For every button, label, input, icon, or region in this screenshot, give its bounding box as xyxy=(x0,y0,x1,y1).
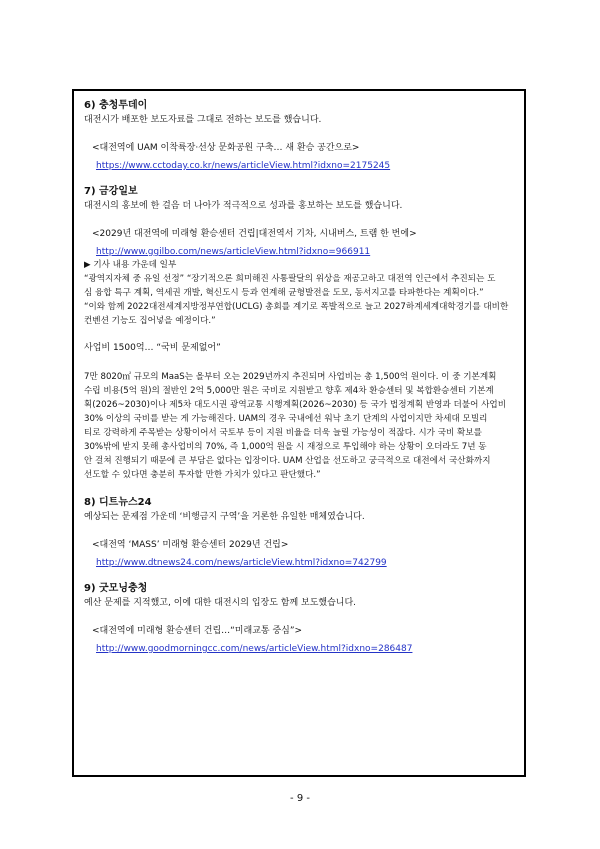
section-desc-9: 예산 문제를 지적했고, 이에 대한 대전시의 입장도 함께 보도했습니다. xyxy=(84,598,357,608)
article-link-7[interactable]: http://www.ggilbo.com/news/articleView.html?idxno=966911 xyxy=(96,247,371,257)
section-desc-7: 대전시의 홍보에 한 걸음 더 나아가 적극적으로 성과를 홍보하는 보도를 했습니다. xyxy=(84,201,403,211)
article-link-8[interactable]: http://www.dtnews24.com/news/articleView.html?idxno=742799 xyxy=(96,558,387,568)
section-desc-6: 대전시가 배포한 보도자료를 그대로 전하는 보도를 했습니다. xyxy=(84,115,322,125)
body-line: 7만 8020㎡ 규모의 MaaS는 올부터 오는 2029년까지 추진되며 사업비는 총 1,500억 원이다. 이 중 기본계획 xyxy=(84,372,497,382)
excerpt-note: ▶ 기사 내용 가운데 일부 xyxy=(84,260,177,270)
content-inner xyxy=(84,99,516,655)
quote-line: “광역지자체 중 유일 선정” “장기적으론 희미해진 사통팔달의 위상을 재공고하고 대전역 인근에서 추진되는 도 xyxy=(84,274,496,284)
body-line: 티로 강력하게 주목받는 상황이어서 국토부 등이 지원 비율을 더욱 늘릴 가능성이 적잖다. 시가 국비 확보를 xyxy=(84,428,482,438)
body-line: 30% 이상의 국비를 받는 게 가능해진다. UAM의 경우 국내에선 워낙 초기 단계의 사업이지만 차세대 모빌리 xyxy=(84,414,488,424)
section-heading-9: 9) 굿모닝충청 xyxy=(84,583,148,594)
article-link-9[interactable]: http://www.goodmorningcc.com/news/articleView.html?idxno=286487 xyxy=(96,644,413,654)
body-line: 획(2026~2030)이나 제5차 대도시권 광역교통 시행계획(2026~2030) 등 국가 법정계획 반영과 더불어 사업비 xyxy=(84,400,507,410)
article-title-9: <대전역에 미래형 환승센터 건립…“미래교통 중심”> xyxy=(92,626,303,636)
excerpt-subheading: 사업비 1500억… “국비 문제없어” xyxy=(84,343,221,353)
content-box xyxy=(72,89,526,777)
article-link-6[interactable]: https://www.cctoday.co.kr/news/articleView.html?idxno=2175245 xyxy=(96,161,391,171)
body-line: 안 걸쳐 진행되기 때문에 큰 부담은 없다는 입장이다. UAM 산업을 선도하고 궁극적으로 대전에서 국산화까지 xyxy=(84,456,491,466)
body-line: 수립 비용(5억 원)의 절반인 2억 5,000만 원은 국비로 지원받고 향후 제4차 환승센터 및 복합환승센터 기본계 xyxy=(84,386,494,396)
article-title-8: <대전역 ‘MASS’ 미래형 환승센터 2029년 건립> xyxy=(92,540,289,550)
quote-line: 컨벤션 기능도 집어넣을 예정이다.” xyxy=(84,316,216,326)
article-title-6: <대전역에 UAM 이착륙장·선상 문화공원 구축… 새 환승 공간으로> xyxy=(92,143,360,153)
section-heading-6: 6) 충청투데이 xyxy=(84,100,148,111)
section-heading-7: 7) 금강일보 xyxy=(84,186,138,197)
article-title-7: <2029년 대전역에 미래형 환승센터 건립|대전역서 기차, 시내버스, 트램 한 번에> xyxy=(92,229,417,239)
page-number: - 9 - xyxy=(290,793,310,804)
quote-line: “이와 함께 2022대전세계지방정부연합(UCLG) 총회를 계기로 폭발적으로 늘고 2027하계세계대학경기를 대비한 xyxy=(84,302,509,312)
quote-line: 심 융합 특구 계획, 역세권 개발, 혁신도시 등과 연계해 균형발전을 도모, 동서지고를 타파한다는 계획이다.” xyxy=(84,288,484,298)
body-line: 30%밖에 받지 못해 총사업비의 70%, 즉 1,000억 원을 시 재정으로 투입해야 하는 상황이 오더라도 7년 동 xyxy=(84,442,487,452)
section-heading-8: 8) 디트뉴스24 xyxy=(84,497,152,508)
body-line: 선도할 수 있다면 충분히 투자할 만한 가치가 있다고 판단했다.” xyxy=(84,470,321,480)
section-desc-8: 예상되는 문제점 가운데 ‘비행금지 구역’을 거론한 유일한 매체였습니다. xyxy=(84,512,365,522)
